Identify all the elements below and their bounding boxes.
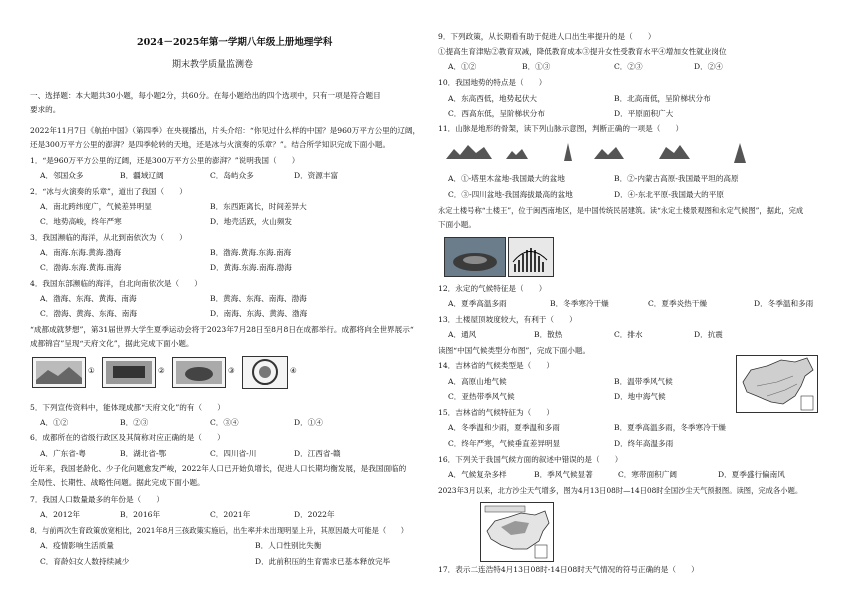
china-climate-map [736, 355, 818, 413]
q7-stem: 7．我国人口数量最多的年份是（ ） [30, 495, 164, 504]
tulou-photo [444, 237, 506, 277]
q15-option-d[interactable]: D．终年高温多雨 [614, 439, 674, 448]
q1-option-a[interactable]: A．邻国众多 [40, 171, 84, 180]
promo-image-1-art [33, 358, 85, 387]
q6-option-b[interactable]: B．湖北省-鄂 [120, 449, 167, 458]
promo-label-4: ④ [290, 366, 297, 375]
q13-option-b[interactable]: B．散热 [534, 330, 563, 339]
q14-option-d[interactable]: D．地中海气候 [614, 392, 666, 401]
q5-option-a[interactable]: A．①② [40, 418, 69, 427]
promo-label-1: ① [88, 366, 95, 375]
q4-option-c[interactable]: C．渤海、黄海、东海、南海 [40, 309, 137, 318]
q3-option-c[interactable]: C．渤海.东海.黄海.南海 [40, 263, 122, 272]
q8-option-b[interactable]: B．人口性别比失衡 [255, 541, 322, 550]
promo-image-4-art [243, 357, 287, 388]
q15-option-c[interactable]: C．终年严寒，气候垂直差异明显 [448, 439, 561, 448]
q9-statements: ①提高生育津贴②教育双减，降低教育成本③提升女性受教育水平④增加女性就业岗位 [438, 47, 727, 56]
q16-option-d[interactable]: D．夏季盛行偏南风 [718, 470, 785, 479]
q16-option-b[interactable]: B．季风气候显著 [534, 470, 593, 479]
promo-image-3-art [173, 358, 225, 387]
q12-option-d[interactable]: D．冬季温和多雨 [754, 299, 814, 308]
q14-option-c[interactable]: C．亚热带季风气候 [448, 392, 515, 401]
q16-stem: 16．下列关于我国气候方面的叙述中错误的是（ ） [438, 455, 623, 464]
passage-3-cont: 全局性、长期性、战略性问题。据此完成下面小题。 [30, 478, 205, 487]
q3-option-a[interactable]: A．南海.东海.黄海.渤海 [40, 248, 122, 257]
climate-chart-art [509, 238, 553, 276]
q2-option-a[interactable]: A．南北跨纬度广，气候差异明显 [40, 202, 152, 211]
dust-forecast-map [480, 502, 554, 562]
tulou-photo-art [445, 238, 505, 276]
q17-stem: 17．表示二连浩特4月13日08时-14日08时天气情况的符号正确的是（ ） [438, 565, 699, 574]
q6-option-c[interactable]: C．四川省-川 [210, 449, 257, 458]
q1-option-d[interactable]: D．资源丰富 [294, 171, 339, 180]
dust-forecast-map-art [481, 503, 553, 561]
left-column [30, 0, 430, 608]
page-title: 2024－2025年第一学期八年级上册地理学科 [137, 37, 333, 48]
q9-option-b[interactable]: B．①③ [522, 62, 551, 71]
passage-3: 近年来，我国老龄化、少子化问题愈发严峻，2022年人口已开始负增长，促进人口长期均衡发展，是我国面临的 [30, 464, 407, 473]
q10-option-d[interactable]: D．平原面积广大 [614, 109, 674, 118]
q11-option-a[interactable]: A．①-塔里木盆地-我国最大的盆地 [448, 174, 565, 183]
q2-option-b[interactable]: B．东西距离长，时间差异大 [210, 202, 307, 211]
climate-chart [508, 237, 554, 277]
q14-option-a[interactable]: A．高原山地气候 [448, 377, 507, 386]
q12-stem: 12．永定的气候特征是（ ） [438, 284, 547, 293]
q10-option-b[interactable]: B．北高南低，呈阶梯状分布 [614, 94, 711, 103]
q12-option-a[interactable]: A．夏季高温多雨 [448, 299, 507, 308]
q4-option-b[interactable]: B．黄海、东海、南海、渤海 [210, 294, 307, 303]
q5-option-c[interactable]: C．③④ [210, 418, 239, 427]
promo-image-2-art [103, 358, 155, 387]
q9-option-a[interactable]: A．①② [448, 62, 477, 71]
q15-option-b[interactable]: B．夏季高温多雨，冬季寒冷干燥 [614, 423, 726, 432]
q11-stem: 11．山脉是地形的骨架，读下列山脉示意图，判断正确的一项是（ ） [438, 124, 684, 133]
q10-option-c[interactable]: C．西高东低，呈阶梯状分布 [448, 109, 545, 118]
q3-stem: 3．我国濒临的海洋，从北到南依次为（ ） [30, 233, 187, 242]
q10-stem: 10．我国地势的特点是（ ） [438, 78, 547, 87]
q8-option-d[interactable]: D．此前积压的生育需求已基本释放完毕 [255, 557, 391, 566]
passage-4: 永定土楼号称“土楼王”，位于闽西南地区，是中国传统民居建筑。读“永定土楼景观图和永定气候图”，据此，完成 [438, 206, 804, 215]
q11-option-d[interactable]: D．④-东北平原-我国最大的平原 [614, 190, 724, 199]
china-climate-map-art [737, 356, 817, 412]
q6-option-a[interactable]: A．广东省-粤 [40, 449, 87, 458]
q16-option-c[interactable]: C．寒带面积广阔 [618, 470, 677, 479]
q3-option-b[interactable]: B．渤海.黄海.东海.南海 [210, 248, 292, 257]
q16-option-a[interactable]: A．气候复杂多样 [448, 470, 507, 479]
passage-6: 2023年3月以来，北方沙尘天气增多，图为4月13日08时—14日08时全国沙尘天气预报图。读图，完成各小题。 [438, 486, 803, 495]
promo-image-2 [102, 357, 156, 388]
q9-option-c[interactable]: C．②③ [614, 62, 643, 71]
q5-option-d[interactable]: D．①④ [294, 418, 323, 427]
q9-option-d[interactable]: D．②④ [694, 62, 723, 71]
passage-2-cont: 成都锦宫”呈现“天府文化”，据此完成下面小题。 [30, 339, 194, 348]
q6-option-d[interactable]: D．江西省-赣 [294, 449, 341, 458]
page-subtitle: 期末教学质量监测卷 [172, 60, 254, 70]
q5-option-b[interactable]: B．②③ [120, 418, 149, 427]
q13-option-a[interactable]: A．通风 [448, 330, 477, 339]
q11-option-b[interactable]: B．②-内蒙古高原-我国最平坦的高原 [614, 174, 739, 183]
passage-2: “成都成就梦想”，第31届世界大学生夏季运动会将于2023年7月28日至8月8日在成都举行。成都将向全世界展示“ [30, 325, 414, 334]
q1-option-c[interactable]: C．岛屿众多 [210, 171, 254, 180]
promo-image-1 [32, 357, 86, 388]
q11-option-c[interactable]: C．③-四川盆地-我国海拔最高的盆地 [448, 190, 573, 199]
q7-option-a[interactable]: A．2012年 [40, 510, 80, 519]
q10-option-a[interactable]: A．东高西低，地势起伏大 [448, 94, 538, 103]
q7-option-c[interactable]: C．2021年 [210, 510, 251, 519]
promo-image-3 [172, 357, 226, 388]
q4-option-a[interactable]: A．渤海、东海、黄海、南海 [40, 294, 137, 303]
q3-option-d[interactable]: D．黄海.东海.南海.渤海 [210, 263, 292, 272]
q6-stem: 6．成都所在的省级行政区及其简称对应正确的是（ ） [30, 433, 225, 442]
q12-option-b[interactable]: B．冬季寒冷干燥 [550, 299, 609, 308]
promo-label-2: ② [158, 366, 165, 375]
passage-1: 2022年11月7日《航拍中国》（第四季）在央视播出，片头介绍：“你见过什么样的中国？是960万平方公里的辽阔， [30, 126, 421, 135]
section-intro: 一、选择题：本大题共30小题，每小题2分，共60分。在每小题给出的四个选项中，只有一项是符合题目 [30, 91, 381, 100]
q2-option-d[interactable]: D．地壳活跃，火山频发 [210, 217, 293, 226]
q8-stem: 8．与前两次生育政策放宽相比，2021年8月三孩政策实施后，出生率并未出现明显上升，其原因最大可能是（ ） [30, 526, 409, 535]
passage-5: 读图“中国气候类型分布图”，完成下面小题。 [438, 346, 591, 355]
right-column [438, 0, 836, 608]
q13-option-d[interactable]: D．抗震 [694, 330, 723, 339]
section-intro-cont: 要求的。 [30, 105, 61, 114]
q1-option-b[interactable]: B．疆域辽阔 [120, 171, 164, 180]
promo-label-3: ③ [228, 366, 235, 375]
q13-option-c[interactable]: C．排水 [614, 330, 643, 339]
passage-4-cont: 下面小题。 [438, 220, 476, 229]
q14-option-b[interactable]: B．温带季风气候 [614, 377, 673, 386]
q4-stem: 4．我国东部濒临的海洋，自北向南依次是（ ） [30, 279, 202, 288]
q8-option-a[interactable]: A．疫情影响生活质量 [40, 541, 114, 550]
q13-stem: 13．土楼屋顶坡度较大，有利于（ ） [438, 315, 577, 324]
q7-option-b[interactable]: B．2016年 [120, 510, 161, 519]
passage-1-cont: 还是300万平方公里的澎湃？是四季轮转的天地，还是冰与火演奏的乐章？”。结合所学知识完成下面小题。 [30, 140, 391, 149]
promo-image-4 [242, 356, 288, 389]
q15-stem: 15．吉林省的气候特征为（ ） [438, 408, 554, 417]
q7-option-d[interactable]: D．2022年 [294, 510, 335, 519]
q5-stem: 5．下列宣传资料中，能体现成都“天府文化”的有（ ） [30, 403, 225, 412]
q12-option-c[interactable]: C．夏季炎热干燥 [648, 299, 707, 308]
q2-stem: 2．“冰与火演奏的乐章”，道出了我国（ ） [30, 187, 187, 196]
q14-stem: 14．吉林省的气候类型是（ ） [438, 361, 554, 370]
q4-option-d[interactable]: D．南海、东海、黄海、渤海 [210, 309, 308, 318]
q9-stem: 9．下列政策，从长期看有助于促进人口出生率提升的是（ ） [438, 32, 656, 41]
q2-option-c[interactable]: C．地势高峻，终年严寒 [40, 217, 122, 226]
q8-option-c[interactable]: C．育龄妇女人数持续减少 [40, 557, 130, 566]
q15-option-a[interactable]: A．冬季温和少雨，夏季温和多雨 [448, 423, 560, 432]
q1-stem: 1．“是960万平方公里的辽阔，还是300万平方公里的澎湃？”说明我国（ ） [30, 156, 300, 165]
mountain-diagram [444, 139, 804, 167]
